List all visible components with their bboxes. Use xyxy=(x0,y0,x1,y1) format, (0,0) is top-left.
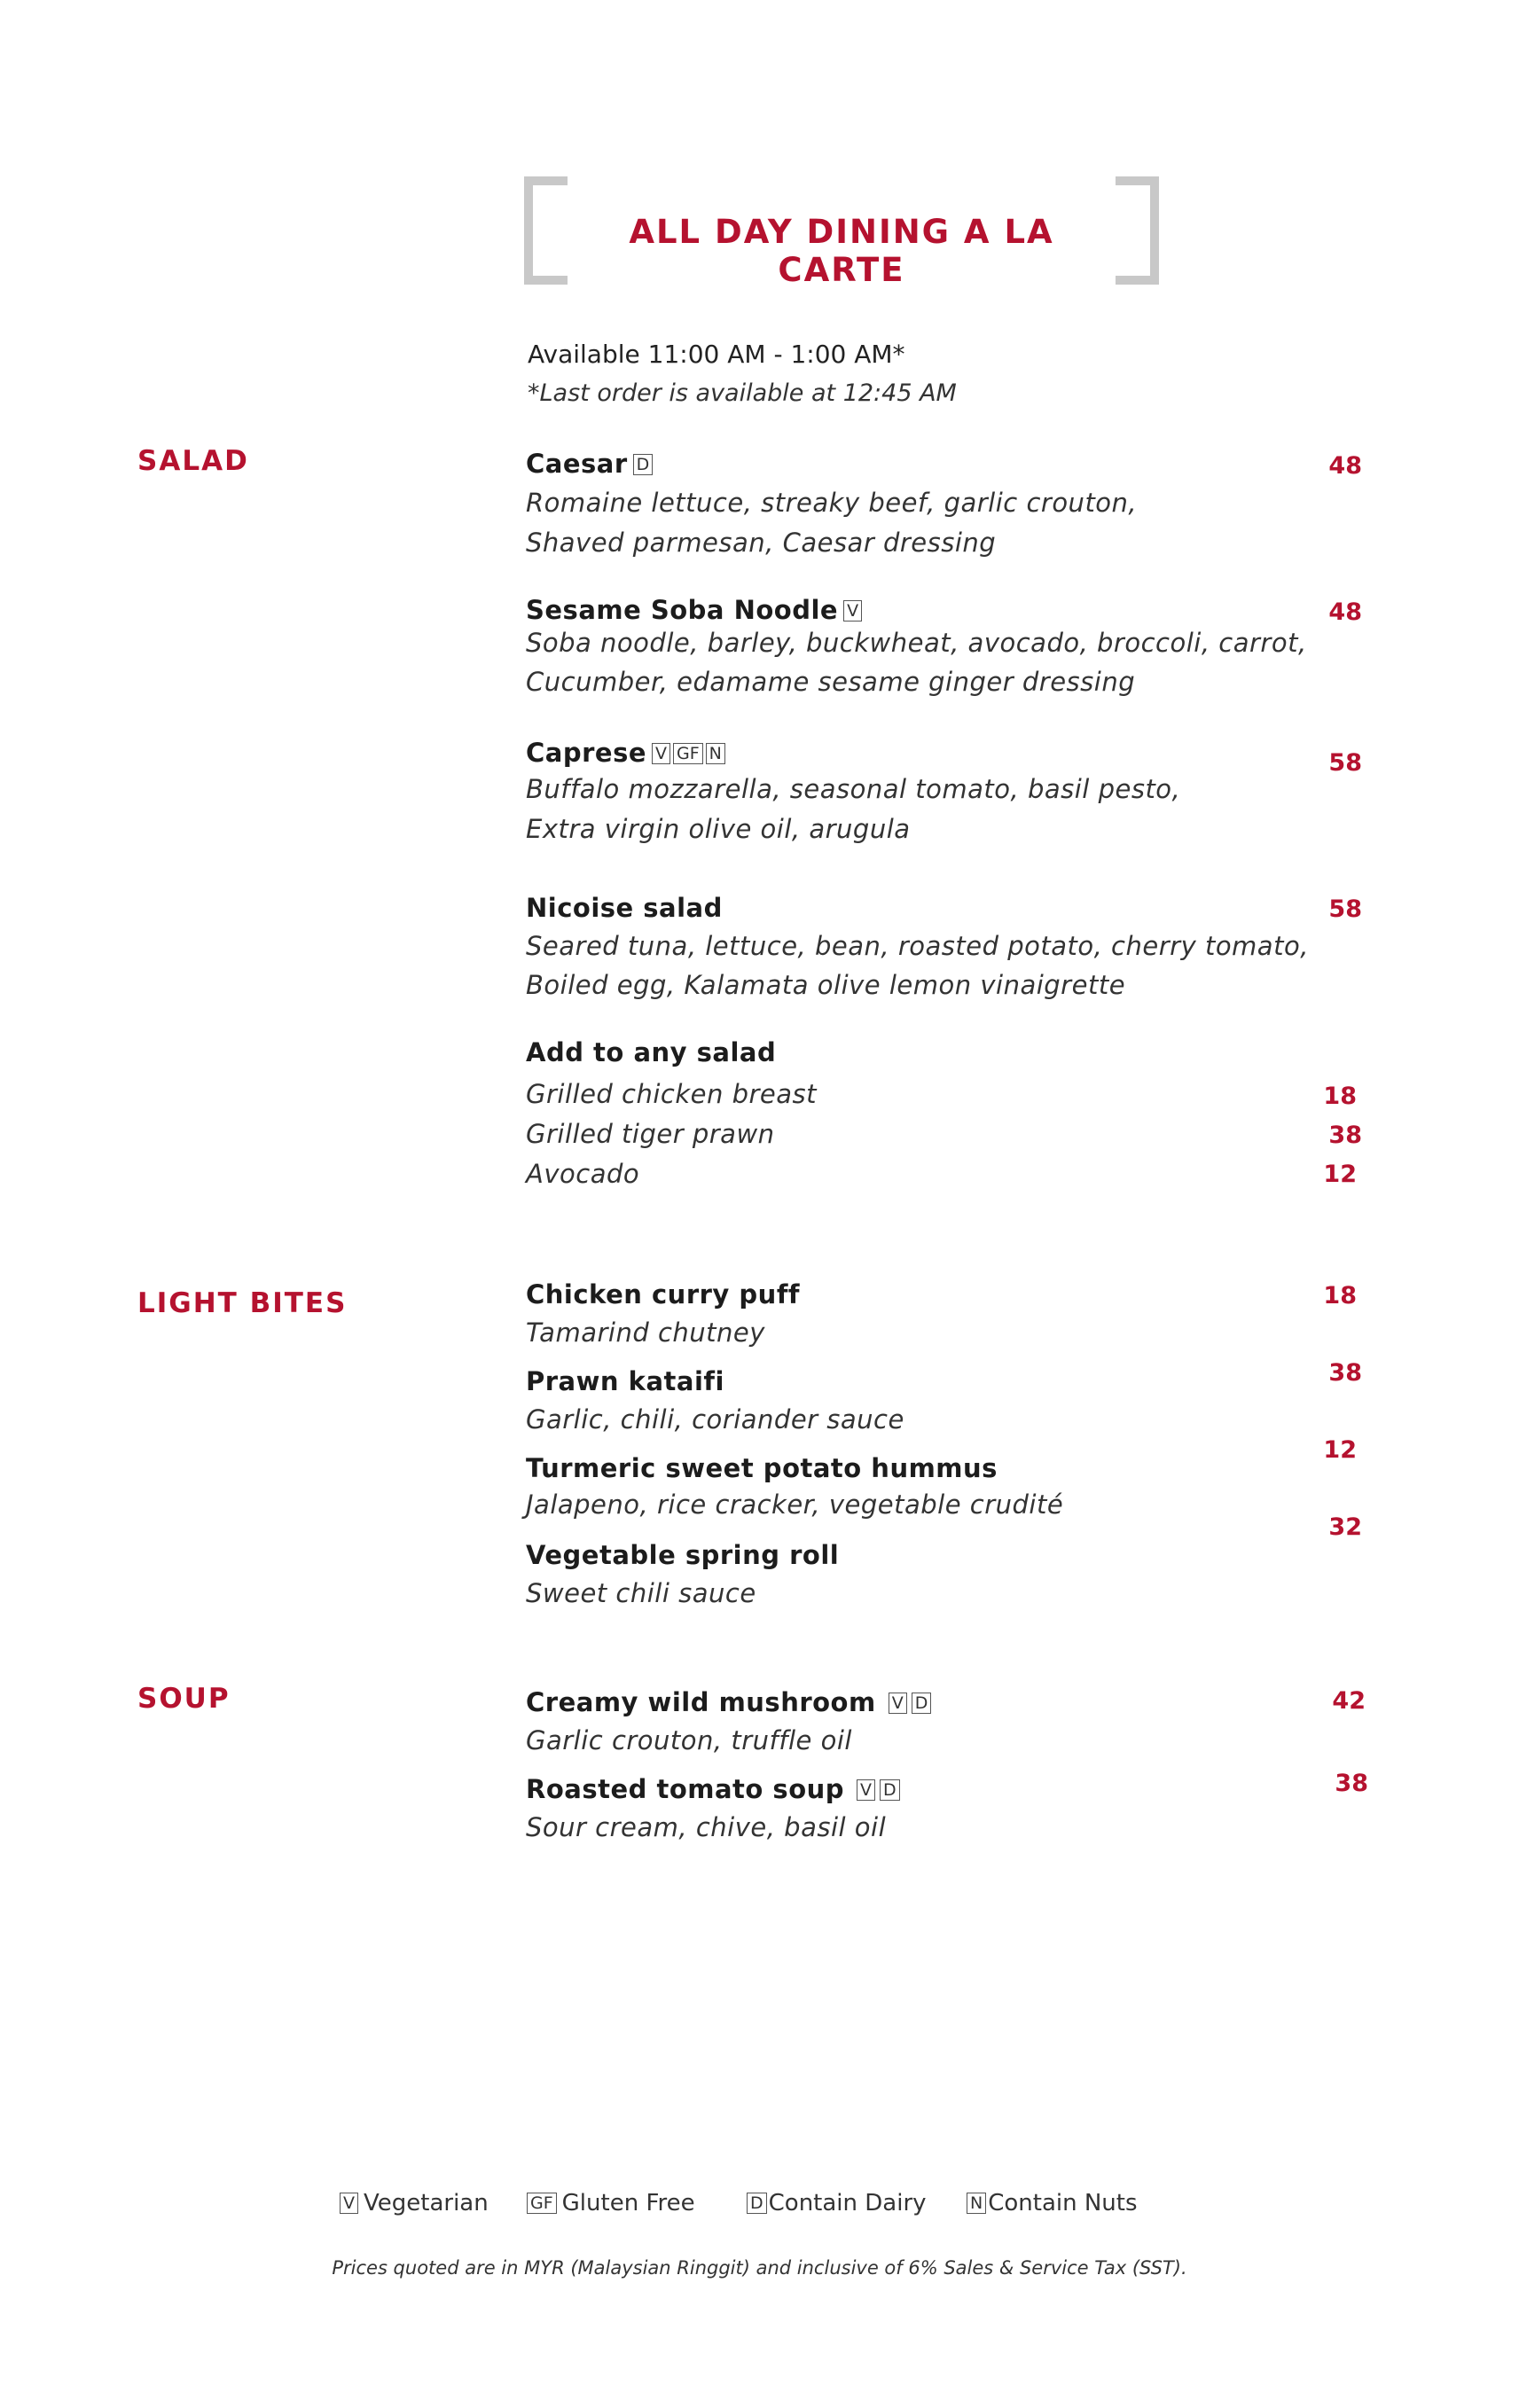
section-title-salad: SALAD xyxy=(137,445,249,477)
add-on-item: Grilled chicken breast xyxy=(526,1079,818,1109)
legend-vegetarian xyxy=(340,2190,489,2216)
item-name-text: Creamy wild mushroom xyxy=(526,1687,876,1717)
menu-item-description: Soba noodle, barley, buckwheat, avocado, broccoli, carrot, xyxy=(526,628,1307,658)
menu-item-description: Sour cream, chive, basil oil xyxy=(526,1812,887,1842)
dietary-tag: GF xyxy=(673,743,703,764)
menu-item-name xyxy=(526,595,862,625)
menu-item-name xyxy=(526,738,725,768)
menu-item-price: 38 xyxy=(1328,1359,1362,1387)
add-on-title: Add to any salad xyxy=(526,1037,777,1067)
menu-item-price: 18 xyxy=(1323,1282,1357,1310)
section-title-light-bites: LIGHT BITES xyxy=(137,1287,348,1319)
menu-item-description: Jalapeno, rice cracker, vegetable crudité xyxy=(526,1489,1064,1520)
menu-item-price: 58 xyxy=(1328,749,1362,777)
item-name-text: Roasted tomato soup xyxy=(526,1774,845,1804)
legend-contain-dairy xyxy=(747,2190,927,2216)
legend-gluten-free xyxy=(527,2190,695,2216)
dietary-tag: D xyxy=(912,1693,932,1714)
page-title: ALL DAY DINING A LA CARTE xyxy=(629,213,1054,289)
menu-item-price: 42 xyxy=(1332,1687,1366,1715)
menu-item-name xyxy=(526,1687,931,1717)
menu-item-price: 58 xyxy=(1328,895,1362,923)
menu-item-description: Boiled egg, Kalamata olive lemon vinaigrette xyxy=(526,970,1126,1000)
menu-item-name: Prawn kataifi xyxy=(526,1366,724,1396)
dietary-tag: D xyxy=(633,454,654,475)
item-name-text: Caprese xyxy=(526,738,647,768)
menu-item-description: Garlic, chili, coriander sauce xyxy=(526,1404,904,1435)
menu-item-description: Shaved parmesan, Caesar dressing xyxy=(526,528,997,558)
legend-tag: N xyxy=(967,2193,986,2214)
item-name-text: Sesame Soba Noodle xyxy=(526,595,839,625)
dietary-tag: V xyxy=(889,1693,907,1714)
menu-item-name: Turmeric sweet potato hummus xyxy=(526,1453,998,1483)
legend-tag: GF xyxy=(527,2193,557,2214)
section-title-soup: SOUP xyxy=(137,1683,231,1715)
last-order-note: *Last order is available at 12:45 AM xyxy=(528,379,957,407)
dietary-tag: V xyxy=(652,743,670,764)
add-on-price: 12 xyxy=(1323,1161,1357,1188)
menu-item-description: Extra virgin olive oil, arugula xyxy=(526,814,911,844)
menu-item-description: Tamarind chutney xyxy=(526,1317,765,1348)
legend-tag: V xyxy=(340,2193,358,2214)
menu-item-price: 48 xyxy=(1328,452,1362,480)
menu-item-description: Buffalo mozzarella, seasonal tomato, basil pesto, xyxy=(526,774,1181,804)
title-bracket-left xyxy=(521,176,575,285)
dietary-tag: D xyxy=(880,1779,900,1801)
add-on-item: Grilled tiger prawn xyxy=(526,1119,775,1149)
menu-item-description: Romaine lettuce, streaky beef, garlic crouton, xyxy=(526,488,1138,518)
add-on-item: Avocado xyxy=(526,1159,640,1189)
legend-label: Contain Nuts xyxy=(988,2190,1138,2216)
menu-item-price: 48 xyxy=(1328,598,1362,626)
menu-item-description: Garlic crouton, truffle oil xyxy=(526,1725,852,1755)
legend-label: Contain Dairy xyxy=(768,2190,927,2216)
legend-label: Gluten Free xyxy=(561,2190,695,2216)
menu-item-name: Vegetable spring roll xyxy=(526,1540,840,1570)
dietary-tag: V xyxy=(843,600,862,622)
legend-contain-nuts xyxy=(967,2190,1138,2216)
item-name-text: Caesar xyxy=(526,449,628,479)
menu-item-description: Sweet chili sauce xyxy=(526,1578,756,1608)
menu-item-price: 32 xyxy=(1328,1513,1362,1541)
legend-label: Vegetarian xyxy=(364,2190,489,2216)
add-on-price: 38 xyxy=(1328,1122,1362,1149)
menu-item-description: Cucumber, edamame sesame ginger dressing xyxy=(526,667,1136,697)
footer-note: Prices quoted are in MYR (Malaysian Ringgit) and inclusive of 6% Sales & Service Tax (SST). xyxy=(332,2257,1187,2279)
dietary-tag: V xyxy=(857,1779,875,1801)
menu-item-price: 38 xyxy=(1335,1770,1368,1797)
menu-item-description: Seared tuna, lettuce, bean, roasted potato, cherry tomato, xyxy=(526,931,1309,961)
legend-tag: D xyxy=(747,2193,767,2214)
menu-item-name: Chicken curry puff xyxy=(526,1279,801,1310)
dietary-tag: N xyxy=(706,743,725,764)
add-on-price: 18 xyxy=(1323,1083,1357,1110)
menu-item-name: Nicoise salad xyxy=(526,893,723,923)
menu-item-price: 12 xyxy=(1323,1436,1357,1464)
menu-item-name xyxy=(526,449,653,479)
title-bracket-right xyxy=(1108,176,1162,285)
availability-text: Available 11:00 AM - 1:00 AM* xyxy=(528,340,905,369)
menu-item-name xyxy=(526,1774,900,1804)
